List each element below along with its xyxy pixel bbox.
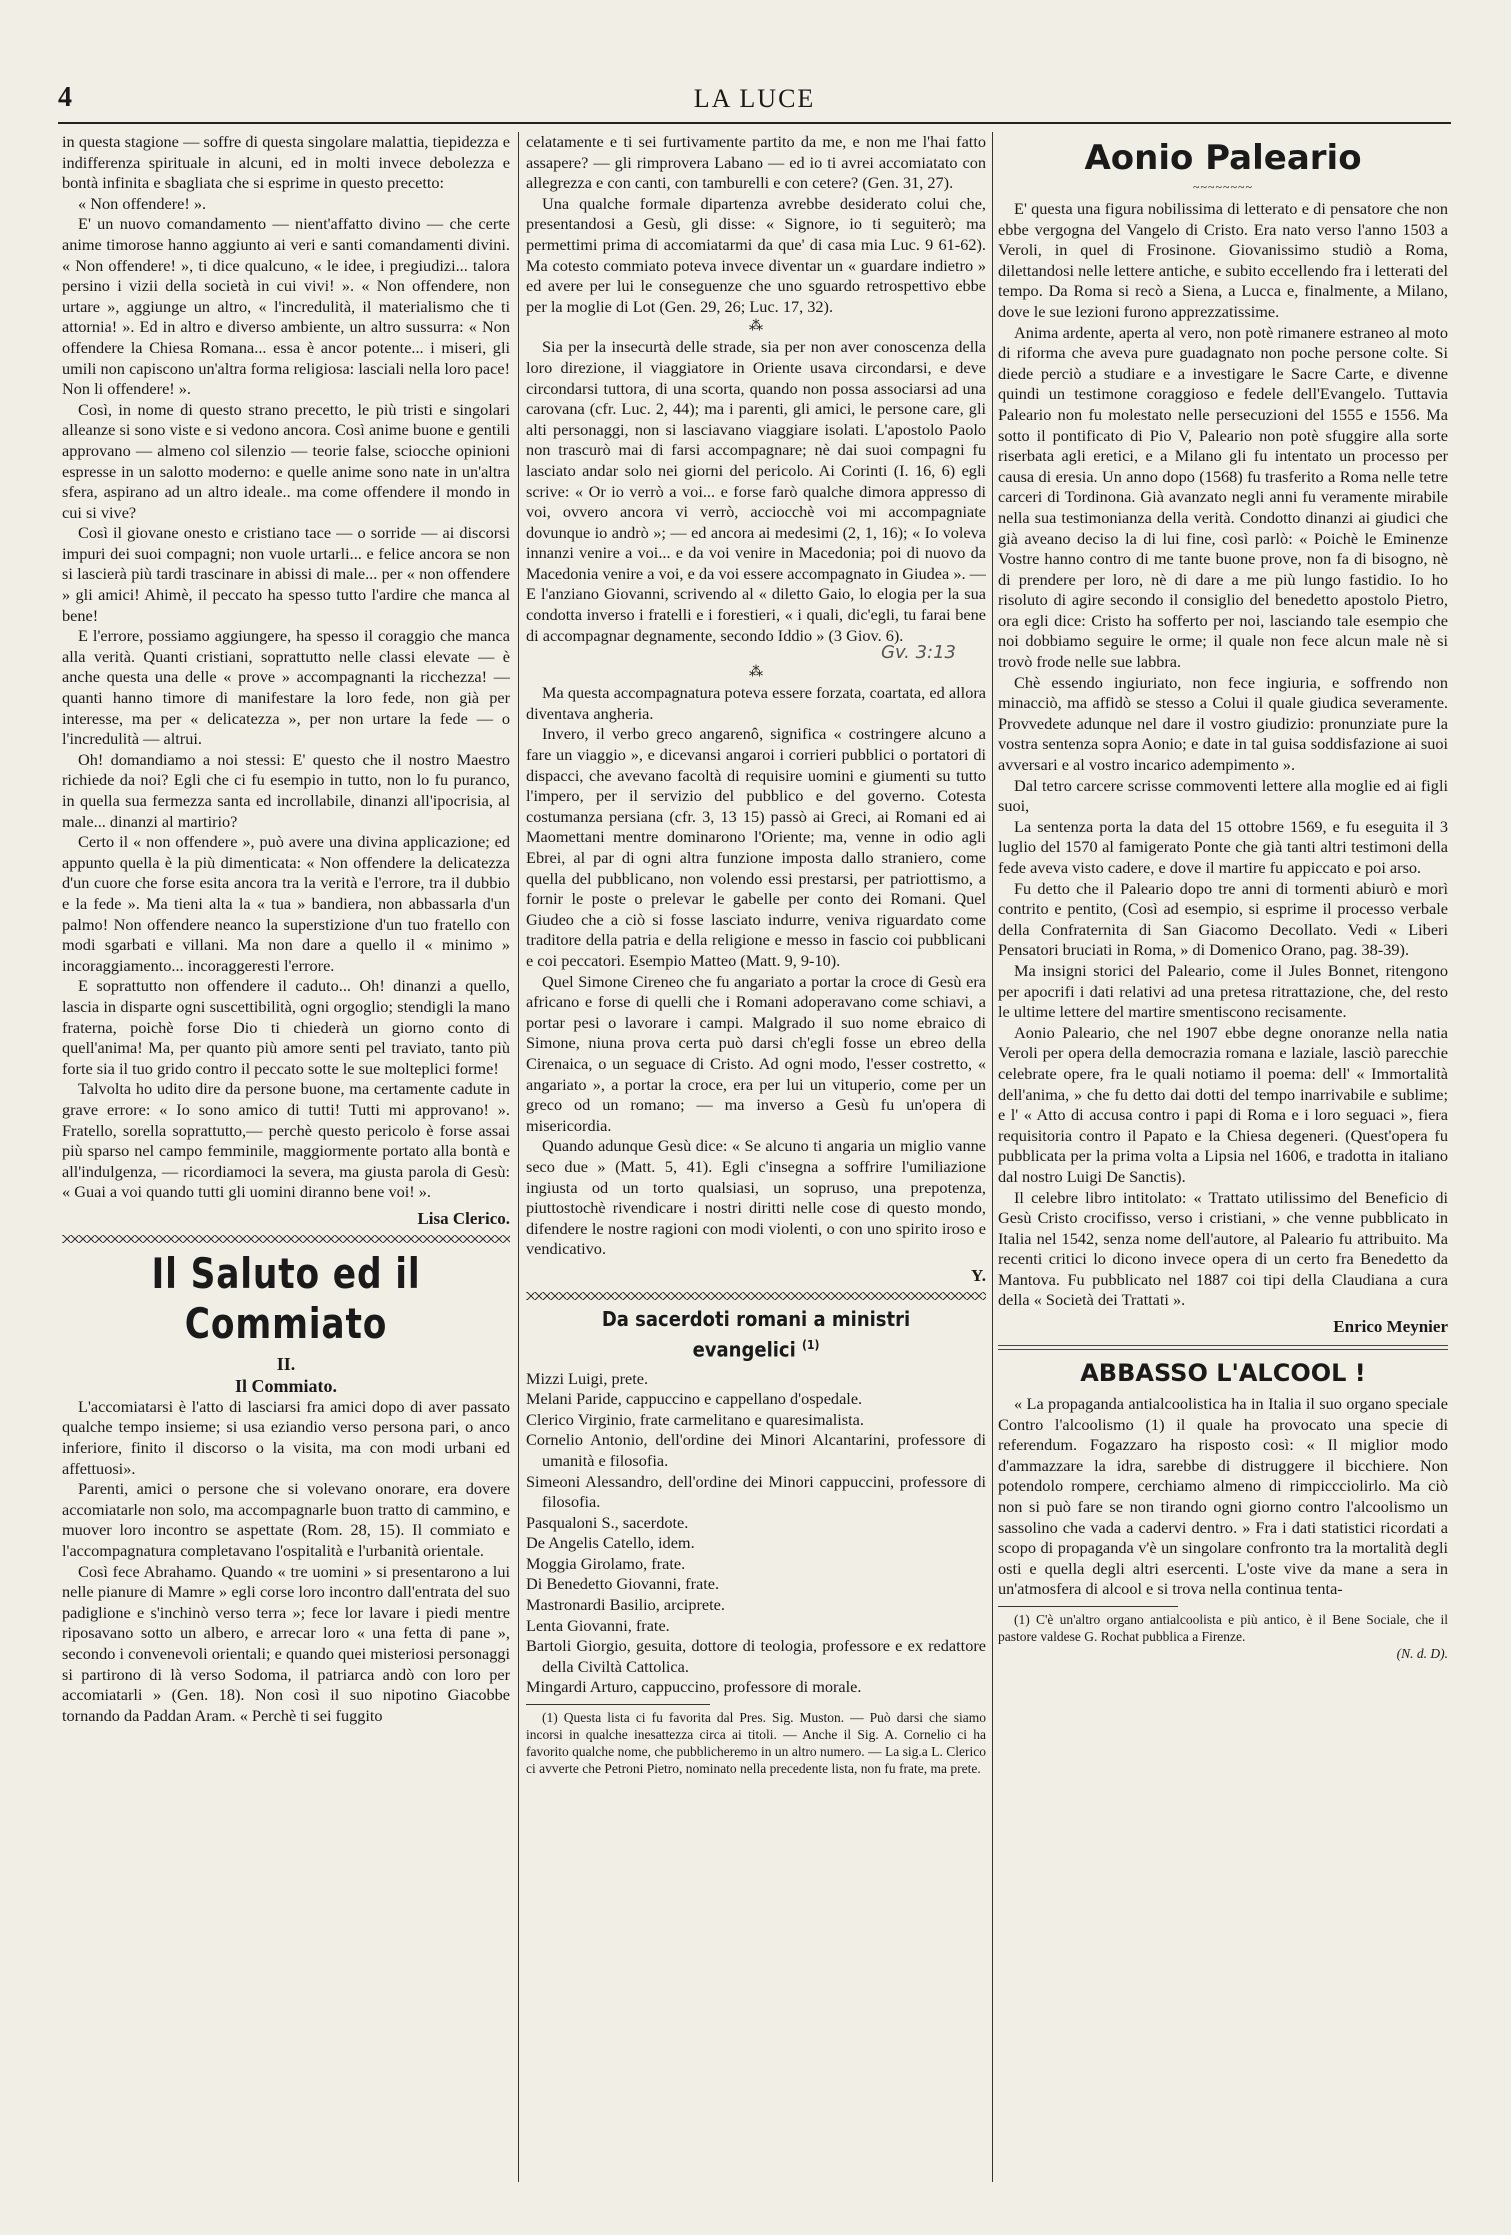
paragraph: Una qualche formale dipartenza avrebbe desiderato colui che, presentandosi a Gesù, gli disse: « Signore, io ti seguiterò; ma permettimi prima di accomiatarmi da que' di casa mia Luc. 9 61-62). Ma cotesto commiato poteva invece diventar un « guardare indietro » ed avere per lui le conseguenze che uno sguardo retrospettivo ebbe per la moglie di Lot (Gen. 29, 26; Luc. 17, 32). bbox=[526, 193, 986, 316]
paragraph: Sia per la insecurtà delle strade, sia per non aver conoscenza della loro direzione, il viaggiatore in Oriente usava circondarsi, e deve circondarsi tuttora, di una scorta, quando non possa associarsi ad una carovana (cfr. Luc. 2, 44); ma i parenti, gli amici, le persone care, gli alti personaggi, non si lasciavano viaggiare isolati. L'apostolo Paolo non trascurò mai di farsi accompagnare; nè dai suoi compagni fu lasciato andar solo nei giorni del pericolo. Ai Corinti (I. 16, 6) egli scrive: « Or io verrò a voi... e forse farò qualche dimora appresso di voi, ovvero ancora vi verrò, acciocchè voi mi accompagniate dovunque io andrò »; — ed ancora ai medesimi (2, 1, 16); « Io voleva innanzi venire a voi... e da voi venire in Macedonia; poi di nuovo da Macedonia venire a voi, e da voi essere accompagnato in Giudea ». — E l'anziano Giovanni, scrivendo al « diletto Gaio, lo elogia per la sua condotta inverso i fratelli e i forestieri, « i quali, dic'egli, tu farai bene di accompagnar degnamente, secondo Iddio » (3 Giov. 6). bbox=[526, 337, 986, 645]
ornamental-divider bbox=[526, 1292, 986, 1300]
list-item: Mingardi Arturo, cappuccino, professore di morale. bbox=[526, 1677, 862, 1697]
article-title: ABBASSO L'ALCOOL ! bbox=[1080, 1359, 1366, 1388]
list-item: Mizzi Luigi, prete. bbox=[526, 1368, 649, 1388]
paragraph: Ma questa accompagnatura poteva essere forzata, coartata, ed allora diventava angheria. bbox=[526, 683, 986, 723]
paragraph: Dal tetro carcere scrisse commoventi lettere alla moglie ed ai figli suoi, bbox=[998, 775, 1448, 816]
ornamental-divider bbox=[62, 1235, 510, 1243]
list-item: Di Benedetto Giovanni, frate. bbox=[526, 1574, 720, 1594]
box-title bbox=[549, 1306, 963, 1363]
title-ornament: ~~~~~~~~ bbox=[1193, 180, 1253, 194]
signature: Lisa Clerico. bbox=[417, 1208, 510, 1228]
paragraph: La sentenza porta la data del 15 ottobre 1569, e fu eseguita il 3 luglio del 1570 al famigerato Ponte che già tanti altri testimoni della fede aveva visto cadere, e dove il martire fu appiccato e poi arso. bbox=[998, 816, 1448, 877]
list-item: Bartoli Giorgio, gesuita, dottore di teologia, professore e ex redattore della Civiltà Cattolica. bbox=[526, 1636, 986, 1676]
footnote-text: (1) C'è un'altro organo antialcoolista e più antico, è il Bene Sociale, che il pastore valdese G. Rochat pubblica a Firenze. bbox=[998, 1612, 1448, 1644]
asterism: ⁂ bbox=[749, 319, 763, 335]
article-title: Aonio Paleario bbox=[1084, 138, 1362, 178]
paragraph: Così fece Abrahamo. Quando « tre uomini » si presentarono a lui nelle pianure di Mamre » egli corse loro incontro dall'entrata del suo padiglione e s'inchinò verso terra »; fece lor lavare i piedi mentre riposavano sotto un albero, e arrecar loro « una fetta di pane », secondo i convenevoli orientali; e quando quei misteriosi personaggi si partirono di là verso Sodoma, il patriarca andò con loro per accomiatarli » (Gen. 18). Non così il suo nipotino Giacobbe tornando da Paddan Aram. « Perchè ti sei fuggito bbox=[62, 1561, 510, 1725]
list-item: Clerico Virginio, frate carmelitano e quaresimalista. bbox=[526, 1409, 864, 1429]
paragraph: Così il giovane onesto e cristiano tace — o sorride — ai discorsi impuri dei suoi compagni; non vuole urtarli... e felice ancora se non si lascierà più tardi trascinare in abissi di male... per « non offendere » gli amici! Ahimè, il peccato ha spesso tutto l'ardire che manca al bene! bbox=[62, 523, 510, 625]
asterism: ⁂ bbox=[749, 665, 763, 681]
paragraph: E' un nuovo comandamento — nient'affatto divino — che certe anime timorose hanno aggiunto ai veri e santi comandamenti divini. « Non offendere! », ti dice qualcuno, « le idee, i pregiudizi... talora persino i vizii della società in cui vivi! ». « Non offendere, non urtare », aggiunge un altro, « l'incredulità, il materialismo che ti attornia! ». Ed in altro e diverso ambiente, un altro sussurra: « Non offendere la Chiesa Romana... essa è ancor potente... i miseri, gli umili non capiscono un'altra forma religiosa: lasciali nella loro pace! Non li offendere! ». bbox=[62, 214, 510, 399]
page-number: 4 bbox=[58, 82, 72, 113]
signature: Enrico Meynier bbox=[1333, 1317, 1448, 1337]
paragraph: E l'errore, possiamo aggiungere, ha spesso il coraggio che manca alla verità. Quanti cristiani, soprattutto nelle classi elevate — è anche questa una delle « prove » accompagnanti la ricchezza! — quanti hanno timore di manifestare la loro fede, non già per interesse, ma per « delicatezza », per non urtare la fede — o l'incredulità — altrui. bbox=[62, 626, 510, 749]
paragraph: Talvolta ho udito dire da persone buone, ma certamente cadute in grave errore: « Io sono amico di tutti! Tutti mi approvano! ». Fratello, sorella soprattutto,— perchè questo pericolo è forse assai più sparso nel campo femminile, maggiormente portato alla bontà e all'indulgenza, — ricordiamoci la severa, ma giusta parola di Gesù: « Guai a voi quando tutti gli uomini diranno bene voi! ». bbox=[62, 1079, 510, 1202]
priest-list bbox=[526, 1369, 986, 1699]
paragraph: in questa stagione — soffre di questa singolare malattia, tiepidezza e indifferenza spirituale in alcuni, ed in molti invece debolezza e bontà infinita e sbagliata che si esprime in questo precetto: bbox=[62, 132, 510, 193]
article-part: II. bbox=[276, 1353, 296, 1374]
footnote-text: (1) Questa lista ci fu favorita dal Pres. Sig. Muston. — Può darsi che siamo incorsi in qualche inesattezza circa ai titoli. — Anche il Sig. A. Cornelio ci ha favorito qualche nome, che pubblicheremo in un altro numero. — La sig.a L. Clerico ci avverte che Petroni Pietro, nominato nella precedente lista, non fu frate, ma prete. bbox=[526, 1710, 986, 1777]
list-item: Moggia Girolamo, frate. bbox=[526, 1553, 686, 1573]
footnote-rule bbox=[526, 1704, 710, 1705]
paragraph: Quel Simone Cireneo che fu angariato a portar la croce di Gesù era africano e forse di quelli che i Romani adoperavano come schiavi, a portar pesi o lavorare i campi. Malgrado il suo nome ebraico di Simone, niuna prova certa può darsi ch'egli fosse un ebreo della Cirenaica, o un seguace di Cristo. Ad ogni modo, l'esser costretto, « angariato », a portar la croce, era per lui un vituperio, come per un greco od un romano; — ma inverso a Gesù fu un'opera di misericordia. bbox=[526, 971, 986, 1135]
column-3 bbox=[998, 132, 1448, 1662]
paragraph: « Non offendere! ». bbox=[78, 193, 207, 213]
footnote bbox=[998, 1611, 1448, 1662]
signature: Y. bbox=[971, 1265, 986, 1285]
paragraph: Oh! domandiamo a noi stessi: E' questo che il nostro Maestro richiede da noi? Egli che ci fu esempio in tutto, non lo fu puranco, in quella sua fermezza santa ed incrollabile, dinanzi all'ipocrisia, al male... dinanzi al martirio? bbox=[62, 749, 510, 831]
column-2 bbox=[526, 132, 986, 1777]
paragraph: Anima ardente, aperta al vero, non potè rimanere estraneo al moto di riforma che aveva pure guadagnato non poche persone colte. Si diede perciò a studiare e a investigare le Sacre Carte, e divenne quindi un testimone coraggioso e fedele dell'Evangelo. Tuttavia Paleario non fu molestato nelle persecuzioni del 1555 e 1556. Ma sotto il pontificato di Pio V, Paleario non potè sfuggire alla sorte riserbata agli eretici, e a Milano gli fu intentato un processo per causa di eresia. Un anno dopo (1568) fu trasferito a Roma nelle tetre carceri di Tordinona. Già avanzato negli anni fu veramente mirabile nella sua testimonianza della verità. Condotto dinanzi ai giudici che già aveano deciso la di lui fine, così parlò: « Poichè le Eminenze Vostre hanno contro di me tante buone prove, non fa di bisogno, nè di prendere per loro, nè di dare a me più lungo fastidio. Io ho risoluto di agire secondo il consiglio del benedetto apostolo Pietro, ora egli dice: Cristo ha sofferto per noi, lasciando tale esempio che noi dobbiamo seguire le orme; il quale non fece alcun male nè si trovò frode nelle sue labbra. bbox=[998, 322, 1448, 672]
paragraph: Invero, il verbo greco angarenô, significa « costringere alcuno a fare un viaggio », e dicevansi angaroi i corrieri pubblici o portatori di dispacci, che avevano facoltà di requisire uomini e giumenti su tutto l'impero, per il servizio del pubblico e del governo. Cotesta costumanza persiana (cfr. 3, 13 15) passò ai Greci, ai Romani ed ai Maomettani mentre dominarono l'Oriente; ma, venne in odio agli Ebrei, al par di ogni altra funzione imposta dallo straniero, come quella del pubblicano, non volendo essi prestarsi, per patriottismo, a fornir le poste o prelevar le gabelle per conto dei Romani. Quel Giudeo che a ciò si fosse lasciato indurre, veniva riguardato come traditore della patria e della religione e messo in fascio coi pubblicani e coi peccatori. Esempio Matteo (Matt. 9, 9-10). bbox=[526, 724, 986, 970]
paragraph: E' questa una figura nobilissima di letterato e di pensatore che non ebbe vergogna del Vangelo di Cristo. Era nato verso l'anno 1503 a Veroli, in quel di Frosinone. Giovanissimo studiò a Roma, dilettandosi nelle lettere antiche, e subito eccellendo fra i letterati del tempo. Da Roma si recò a Siena, a Lucca e, finalmente, a Milano, dove le sue lezioni furono apprezzatissime. bbox=[998, 199, 1448, 321]
paragraph: Certo il « non offendere », può avere una divina applicazione; ed appunto quella è la più dimenticata: « Non offendere la delicatezza d'un cuore che forse esita ancora tra la verità e l'errore, tra il dubbio e la fede ». Ma tieni alta la « tua » bandiera, non abbassarla d'un palmo! Non offendere neanco la superstizione d'un tuo fratello con modi sgarbati e villani. Ma non dare a quello il « minimo » incoraggiamento... incoraggeresti l'errore. bbox=[62, 832, 510, 975]
column-rule-2 bbox=[992, 132, 993, 2182]
list-item: Melani Paride, cappuccino e cappellano d'ospedale. bbox=[526, 1389, 863, 1409]
column-1 bbox=[62, 132, 510, 1726]
list-item: Mastronardi Basilio, arciprete. bbox=[526, 1595, 725, 1615]
list-item: Lenta Giovanni, frate. bbox=[526, 1615, 670, 1635]
footnote-rule bbox=[998, 1606, 1178, 1607]
paragraph: celatamente e ti sei furtivamente partito da me, e non me l'hai fatto assapere? — gli rimprovera Labano — ed io ti avrei accomiatato con allegrezza e con canti, con tamburelli e con cetere? (Gen. 31, 27). bbox=[526, 132, 986, 193]
paragraph: Il celebre libro intitolato: « Trattato utilissimo del Beneficio di Gesù Cristo crocifisso, verso i cristiani, » che venne pubblicato in Italia nel 1542, senza nome dell'autore, al Paleario fu attribuito. Ma recenti critici lo dicono invece opera di un certo fra Benedetto da Mantova. Fu pubblicato nel 1887 coi tipi della Claudiana a cura della « Società dei Trattati ». bbox=[998, 1187, 1448, 1310]
paragraph: Così, in nome di questo strano precetto, le più tristi e singolari alleanze si sono viste e si vedono ancora. Così anime buone e gentili approvano — almeno col silenzio — teorie false, sciocche opinioni espresse in un salotto moderno: e quelle anime sono nate in un'altra sfera, aspirano ad un altro ideale.. ma come offendere il mondo in cui si vive? bbox=[62, 399, 510, 522]
paragraph: Fu detto che il Paleario dopo tre anni di tormenti abiurò e morì contrito e pentito, (Così ad esempio, si esprime il processo verbale della Confraternita di San Giacomo Decollato. Vedi « Liberi Pensatori bruciati in Roma, » di Domenico Orano, pag. 38-39). bbox=[998, 878, 1448, 960]
handwritten-note: Gv. 3:13 bbox=[881, 642, 956, 664]
page-header bbox=[58, 82, 1451, 124]
list-item: De Angelis Catello, idem. bbox=[526, 1533, 695, 1553]
column-rule-1 bbox=[518, 132, 519, 2182]
box-title-text: Da sacerdoti romani a ministri evangelici bbox=[601, 1306, 911, 1362]
footnote-mark: (1) bbox=[802, 1337, 820, 1352]
list-item: Pasqualoni S., sacerdote. bbox=[526, 1512, 689, 1532]
masthead: LA LUCE bbox=[693, 84, 816, 113]
paragraph: Aonio Paleario, che nel 1907 ebbe degne onoranze nella natia Veroli per opera della democrazia romana e laziale, lasciò parecchie celebrate opere, fra le quali notiamo il poema: dell' « Immortalità dell'anima, » che fu detto dai dotti del tempo inarrivabile e sublime; e l' « Atto di accusa contro i papi di Roma e i loro seguaci », fiera requisitoria contro il Papato e la Chiesa degeneri. (Quest'opera fu pubblicata per la prima volta a Lipsia nel 1606, e tradotta in italiano dal nostro Luigi De Sanctis). bbox=[998, 1022, 1448, 1186]
paragraph: Chè essendo ingiuriato, non fece ingiuria, e soffrendo non minacciò, ma affidò se stesso a Colui il quale giudica severamente. Provvedete adunque nel dare il vostro giudizio: pronunziate pure la vostra sentenza sopra Aonio; e date in tal guisa soddisfazione ai suoi avversari e al vostro incarico adempimento ». bbox=[998, 672, 1448, 775]
list-item: Cornelio Antonio, dell'ordine dei Minori Alcantarini, professore di umanità e filosofia. bbox=[526, 1430, 986, 1470]
paragraph: Parenti, amici o persone che si volevano onorare, era dovere accomiatarle non solo, ma accompagnarle buon tratto di cammino, e muover loro incontro se aspettate (Rom. 28, 15). Il commiato e l'accompagnatura completavano l'ospitalità e l'urbanità orientale. bbox=[62, 1479, 510, 1561]
paragraph: E soprattutto non offendere il caduto... Oh! dinanzi a quello, lascia in disparte ogni suscettibilità, ogni orgoglio; stendigli la mano fraterna, poichè forse Dio ti chiederà un giorno conto di quell'anima! Ma, per quanto più amore senti pel traviato, tanto più forte sia il tuo grido contro il peccato sotte le sue molteplici forme! bbox=[62, 976, 510, 1078]
divider bbox=[998, 1345, 1448, 1350]
footnote-sign: (N. d. D). bbox=[1396, 1646, 1448, 1661]
article-title: Il Saluto ed il Commiato bbox=[151, 1248, 421, 1348]
paragraph: « La propaganda antialcoolistica ha in Italia il suo organo speciale Contro l'alcoolismo (1) il quale ha provocato una specie di referendum. Fogazzaro ha risposto così: « Il miglior modo d'ammazzare la idra, sarebbe di distruggere il bicchiere. Non potendolo rompere, cerchiamo almeno di rimpiccciolirlo. Ma ciò non si può fare se non tirando ogni giorno contro l'alcoolismo un sassolino che vada a cadervi dentro. » Fra i dati statistici ricordati a scopo di propaganda v'è un singolare confronto tra la mortalità degli osti e quella degli altri esercenti. L'oste vive da mane a sera in un'atmosfera di alcool e si trova nella continua tenta- bbox=[998, 1394, 1448, 1599]
paragraph: Ma insigni storici del Paleario, come il Jules Bonnet, ritengono per apocrifi i dati relativi ad una pretesa ritrattazione, che, del resto le ultime lettere del martire smentiscono recisamente. bbox=[998, 960, 1448, 1022]
paragraph: L'accomiatarsi è l'atto di lasciarsi fra amici dopo di aver passato qualche tempo insieme; si usa eziandio verso persona pari, o anco inferiore, finito il discorso o la visita, ma con modi urbani ed affettuosi». bbox=[62, 1396, 510, 1478]
footnote bbox=[526, 1709, 986, 1777]
article-subtitle: Il Commiato. bbox=[235, 1375, 337, 1396]
paragraph: Quando adunque Gesù dice: « Se alcuno ti angaria un miglio vanne seco due » (Matt. 5, 41). Egli c'insegna a soffrire l'umiliazione ingiusta od un torto qualsiasi, un sopruso, una prepotenza, piuttostochè rivendicare i nostri diritti nelle cose di questo mondo, difendere le nostre ragioni con modi violenti, o con uno spirito iroso e vendicativo. bbox=[526, 1136, 986, 1259]
list-item: Simeoni Alessandro, dell'ordine dei Minori cappuccini, professore di filosofia. bbox=[526, 1471, 986, 1512]
